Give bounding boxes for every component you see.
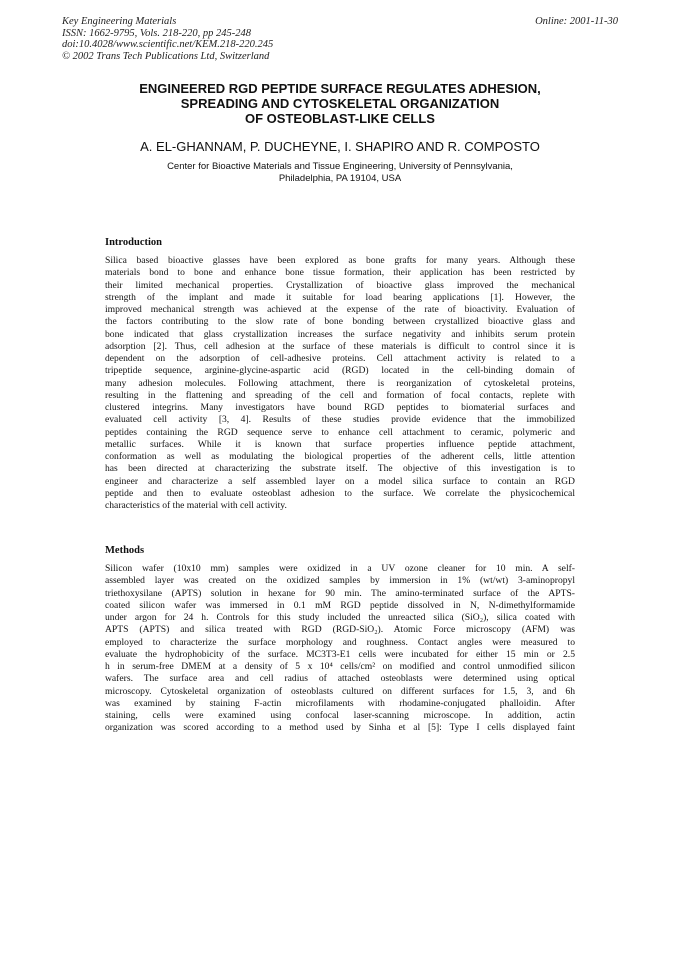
- text-line: bone indicated that glass crystallization increases the surface negativity and inhibits serum protein: [105, 328, 575, 340]
- text-line: dependent on the adsorption of cell-adhesive proteins. Cell attachment activity is related to a: [105, 353, 575, 364]
- introduction-section: [105, 237, 575, 512]
- text-line: peptide and then to evaluate osteoblast adhesion to the surface. We correlate the physicochemical: [105, 487, 575, 499]
- affiliation-line: Center for Bioactive Materials and Tissue Engineering, University of Pennsylvania,: [167, 161, 513, 172]
- affiliation: [62, 161, 618, 185]
- authors: A. EL-GHANNAM, P. DUCHEYNE, I. SHAPIRO AND R. COMPOSTO: [140, 139, 540, 154]
- text-line: evaluate the hydrophobicity of the surface. MC3T3-E1 cells were incubated for either 15 min or 2.5: [105, 648, 575, 660]
- text-line: APTS (APTS) and silica treated with RGD (RGD-SiO₂). Atomic Force microscopy (AFM) was: [105, 624, 575, 636]
- text-line: metallic surfaces. While it is known that surface properties influence peptide attachment,: [105, 438, 575, 450]
- methods-section: [105, 545, 575, 735]
- introduction-text: [105, 255, 575, 512]
- methods-text: [105, 563, 575, 735]
- text-line: under argon for 24 h. Controls for this study included the unreacted silica (SiO₂), silica coated with: [105, 612, 575, 623]
- issn-line: ISSN: 1662-9795, Vols. 218-220, pp 245-248: [62, 27, 251, 39]
- text-line: characteristics of the material with cell activity.: [105, 500, 287, 511]
- text-line: clustered integrins. Many investigators have bound RGD peptides to biomaterial surfaces and: [105, 402, 575, 413]
- text-line: employed to characterize the surface morphology and roughness. Contact angles were measured to: [105, 636, 575, 648]
- doi-line: doi:10.4028/www.scientific.net/KEM.218-220.245: [62, 39, 274, 50]
- text-line: strength of the implant and made it suitable for load bearing applications [1]. However, the: [105, 291, 575, 303]
- text-line: wafers. The surface area and cell radius of attached osteoblasts were determined using optical: [105, 673, 575, 685]
- text-line: the factors contributing to the slow rate of bone bonding between crystallized bioactive glass and: [105, 316, 575, 328]
- text-line: improved mechanical strength was achieved at the expense of the rate of bioactivity. Evaluation of: [105, 304, 575, 315]
- text-line: assembled layer was created on the oxidized samples by immersion in 1% (wt/wt) 3-aminopropyl: [105, 575, 575, 587]
- title-line: OF OSTEOBLAST-LIKE CELLS: [245, 111, 435, 126]
- title-line: SPREADING AND CYTOSKELETAL ORGANIZATION: [180, 96, 500, 111]
- text-line: has been directed at characterizing the substrate itself. The objective of this investigation is to: [105, 463, 575, 475]
- text-line: microscopy. Cytoskeletal organization of osteoblasts cultured on different surfaces for 1.5, 3, and 6h: [105, 685, 575, 697]
- text-line: conformation as well as modulating the biological properties of the adherent cells, little attention: [105, 451, 575, 462]
- text-line: h in serum-free DMEM at a density of 5 x 10⁴ cells/cm² on modified and control unmodified silicon: [105, 661, 575, 672]
- text-line: was examined by staining F-actin microfilaments with rhodamine-conjugated phalloidin. After: [105, 697, 575, 709]
- text-line: triethoxysilane (APTS) solution in hexane for 90 min. The amino-terminated surface of the APTS-: [105, 587, 575, 599]
- text-line: engineer and characterize a self assembled layer on a model silica surface to contain an RGD: [105, 475, 575, 487]
- text-line: materials bond to bone and enhance bone tissue formation, their application has been restricted by: [105, 267, 575, 279]
- text-line: Silica based bioactive glasses have been explored as bone grafts for many years. Although these: [105, 255, 575, 266]
- copyright-line: © 2002 Trans Tech Publications Ltd, Switzerland: [62, 50, 270, 62]
- introduction-heading: Introduction: [105, 237, 162, 248]
- text-line: organization was scored according to a method used by Sinha et al [5]: Type I cells displayed faint: [105, 722, 575, 734]
- text-line: peptides containing the RGD sequence serve to enhance cell attachment to ceramic, polymeric and: [105, 426, 575, 438]
- methods-heading: Methods: [105, 545, 145, 556]
- journal-name: Key Engineering Materials: [62, 16, 177, 27]
- text-line: resulting in the flattening and spreading of the cell and formation of focal contacts, replete with: [105, 389, 575, 401]
- text-line: Silicon wafer (10x10 mm) samples were oxidized in a UV ozone cleaner for 10 min. A self-: [105, 563, 575, 574]
- text-line: their limited mechanical properties. Crystallization of bioactive glass improved the mechanical: [105, 279, 575, 291]
- online-date: Online: 2001-11-30: [535, 16, 618, 27]
- journal-header: [62, 16, 618, 62]
- affiliation-line: Philadelphia, PA 19104, USA: [278, 173, 402, 184]
- text-line: evaluated cell activity [3, 4]. Results of these studies provide evidence that the immobilized: [105, 414, 575, 426]
- text-line: tripeptide sequence, arginine-glycine-aspartic acid (RGD) located in the cell-binding domain of: [105, 365, 575, 377]
- title-line: ENGINEERED RGD PEPTIDE SURFACE REGULATES ADHESION,: [139, 81, 541, 96]
- text-line: staining, cells were examined using confocal laser-scanning microscope. In addition, actin: [105, 710, 575, 721]
- text-line: coated silicon wafer was immersed in 0.1 mM RGD peptide dissolved in N, N-dimethylformamide: [105, 599, 575, 611]
- paper-title: [62, 81, 618, 126]
- text-line: adsorption [2]. Thus, cell adhesion at the surface of these materials is difficult to control since it is: [105, 340, 575, 352]
- text-line: many adhesion molecules. Following attachment, there is reorganization of cytoskeletal proteins,: [105, 377, 575, 389]
